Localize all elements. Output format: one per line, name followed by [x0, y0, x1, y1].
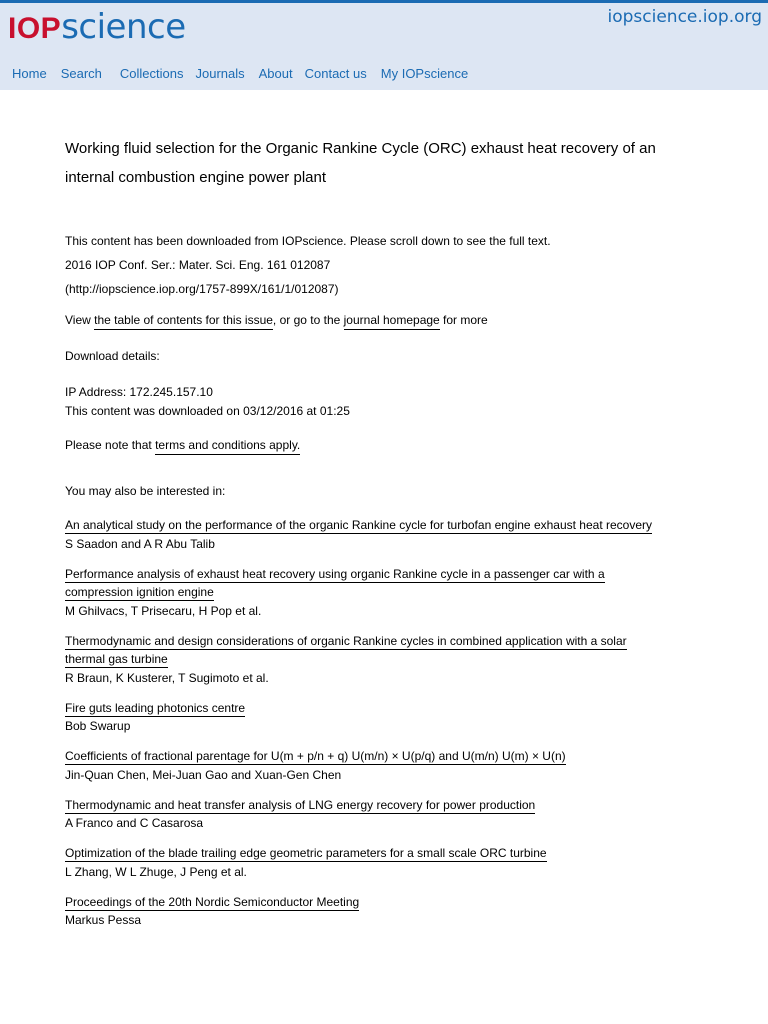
ip-address: IP Address: 172.245.157.10 [65, 385, 213, 399]
related-article [65, 796, 665, 832]
site-header [0, 0, 768, 90]
main-nav [12, 66, 482, 81]
logo-iop-text: IOP [8, 12, 62, 45]
view-prefix: View [65, 313, 95, 327]
related-article-title[interactable]: Coefficients of fractional parentage for U(m + p/n + q) U(m/n) × U(p/q) and U(m/n) U(m) × U(n) [65, 749, 566, 763]
related-article-authors: Bob Swarup [65, 719, 131, 733]
nav-about[interactable]: About [258, 66, 293, 81]
download-note: This content has been downloaded from IOPscience. Please scroll down to see the full text. [65, 234, 551, 248]
nav-my-iopscience[interactable]: My IOPscience [380, 66, 469, 81]
related-article-authors: S Saadon and A R Abu Talib [65, 536, 215, 551]
related-article-title[interactable]: Optimization of the blade trailing edge geometric parameters for a small scale ORC turbine [65, 846, 547, 860]
nav-home[interactable]: Home [12, 66, 47, 81]
related-article-title[interactable]: Proceedings of the 20th Nordic Semiconductor Meeting [65, 894, 360, 909]
related-article-authors: L Zhang, W L Zhuge, J Peng et al. [65, 864, 247, 879]
view-line [65, 311, 488, 329]
article-title: Working fluid selection for the Organic Rankine Cycle (ORC) exhaust heat recovery of an internal combustion engine power plant [65, 140, 656, 186]
logo-science-text: science [61, 7, 186, 47]
related-article [65, 893, 665, 929]
interest-label: You may also be interested in: [65, 484, 226, 498]
download-details-label: Download details: [65, 349, 160, 363]
related-article-title[interactable]: Thermodynamic and heat transfer analysis of LNG energy recovery for power production [65, 797, 536, 812]
related-article-title[interactable]: Thermodynamic and design considerations of organic Rankine cycles in combined application with a solar thermal gas turbine [65, 633, 627, 666]
related-article-authors: A Franco and C Casarosa [65, 816, 204, 830]
related-article [65, 632, 665, 686]
note-prefix: Please note that [65, 438, 156, 452]
site-url-link[interactable]: iopscience.iop.org [607, 7, 762, 27]
related-articles [65, 516, 665, 941]
related-article-authors: Jin-Quan Chen, Mei-Juan Gao and Xuan-Gen Chen [65, 767, 342, 782]
view-middle: , or go to the [272, 313, 344, 327]
citation: 2016 IOP Conf. Ser.: Mater. Sci. Eng. 161 012087 [65, 258, 331, 272]
toc-link[interactable]: the table of contents for this issue [94, 313, 273, 330]
related-article-authors: R Braun, K Kusterer, T Sugimoto et al. [65, 670, 269, 685]
related-article [65, 565, 665, 619]
view-suffix: for more [439, 313, 488, 327]
iopscience-logo[interactable] [8, 5, 186, 49]
downloaded-on: This content was downloaded on 03/12/2016 at 01:25 [65, 404, 350, 418]
nav-collections[interactable]: Collections [119, 66, 184, 81]
article-url: (http://iopscience.iop.org/1757-899X/161/1/012087) [65, 282, 339, 296]
related-article [65, 747, 665, 783]
related-article [65, 516, 665, 552]
related-article-authors: Markus Pessa [65, 913, 142, 927]
nav-journals[interactable]: Journals [195, 66, 245, 81]
terms-link[interactable]: terms and conditions apply. [155, 438, 300, 455]
nav-search[interactable]: Search [60, 66, 102, 81]
related-article-authors: M Ghilvacs, T Prisecaru, H Pop et al. [65, 603, 262, 618]
related-article-title[interactable]: Fire guts leading photonics centre [65, 700, 246, 715]
related-article [65, 699, 665, 735]
related-article [65, 844, 665, 880]
nav-contact-us[interactable]: Contact us [304, 66, 367, 81]
journal-homepage-link[interactable]: journal homepage [344, 313, 440, 330]
related-article-title[interactable]: Performance analysis of exhaust heat recovery using organic Rankine cycle in a passenger car with a compression ignition engine [65, 566, 605, 599]
terms-line [65, 436, 300, 454]
related-article-title[interactable]: An analytical study on the performance of the organic Rankine cycle for turbofan engine exhaust heat recovery [65, 518, 653, 532]
